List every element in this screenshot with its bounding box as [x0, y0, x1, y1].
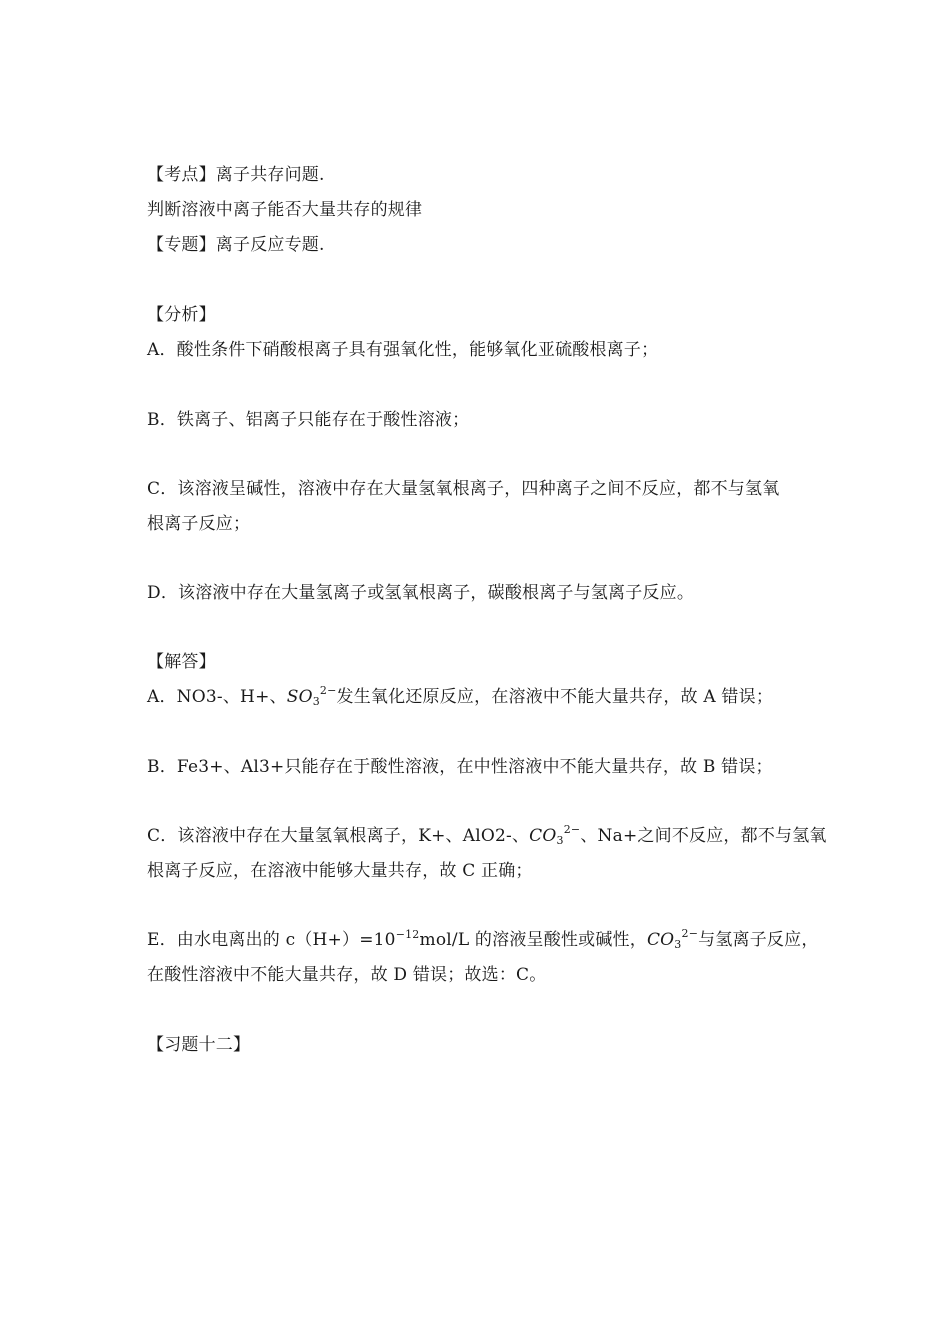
carbonate-formula-base: CO: [529, 826, 557, 846]
answer-a: [147, 686, 773, 708]
analysis-c-line1: C．该溶液呈碱性，溶液中存在大量氢氧根离子，四种离子之间不反应，都不与氢氧: [147, 479, 780, 499]
carbonate-formula-e: [646, 927, 699, 951]
answer-c-line1: [147, 825, 827, 847]
carbonate-formula-e-charge: 2−: [681, 927, 699, 940]
analysis-d: D．该溶液中存在大量氢离子或氢氧根离子，碳酸根离子与氢离子反应。: [147, 583, 695, 603]
carbonate-formula-subscript: 3: [556, 834, 564, 847]
sulfite-formula: [286, 684, 337, 708]
analysis-heading: 【分析】: [147, 305, 216, 325]
analysis-a: A．酸性条件下硝酸根离子具有强氧化性，能够氧化亚硫酸根离子；: [147, 340, 659, 360]
answer-e-prefix: E．由水电离出的 c（H+）=10: [147, 930, 396, 950]
answer-a-suffix: 发生氧化还原反应，在溶液中不能大量共存，故 A 错误；: [336, 687, 774, 707]
rule-line: 判断溶液中离子能否大量共存的规律: [147, 200, 423, 220]
carbonate-formula: [529, 823, 581, 847]
next-exercise-heading: 【习题十二】: [147, 1035, 251, 1055]
answer-e-suffix: 与氢离子反应，: [698, 930, 819, 950]
answer-c-suffix: 、Na+之间不反应，都不与氢氧: [580, 826, 827, 846]
answer-c-prefix: C．该溶液中存在大量氢氧根离子，K+、AlO2-、: [147, 826, 530, 846]
sulfite-formula-charge: 2−: [319, 684, 337, 697]
answer-b: B．Fe3+、Al3+只能存在于酸性溶液，在中性溶液中不能大量共存，故 B 错误；: [147, 757, 773, 777]
answer-e-line1: [147, 929, 819, 951]
answer-a-prefix: A．NO3-、H+、: [147, 687, 287, 707]
answer-heading: 【解答】: [147, 652, 216, 672]
sulfite-formula-subscript: 3: [312, 695, 320, 708]
exam-point-line: 【考点】离子共存问题.: [147, 165, 325, 185]
answer-e-line2: 在酸性溶液中不能大量共存，故 D 错误；故选：C。: [147, 965, 547, 985]
analysis-c-line2: 根离子反应；: [147, 514, 251, 534]
sulfite-formula-base: SO: [286, 687, 313, 707]
analysis-b: B．铁离子、铝离子只能存在于酸性溶液；: [147, 410, 470, 430]
answer-e-middle: mol/L 的溶液呈酸性或碱性，: [419, 930, 647, 950]
carbonate-formula-e-subscript: 3: [674, 938, 682, 951]
topic-line: 【专题】离子反应专题.: [147, 235, 325, 255]
carbonate-formula-charge: 2−: [563, 823, 581, 836]
concentration-exponent: −12: [395, 928, 420, 941]
carbonate-formula-e-base: CO: [646, 930, 675, 950]
answer-c-line2: 根离子反应，在溶液中能够大量共存，故 C 正确；: [147, 861, 533, 881]
